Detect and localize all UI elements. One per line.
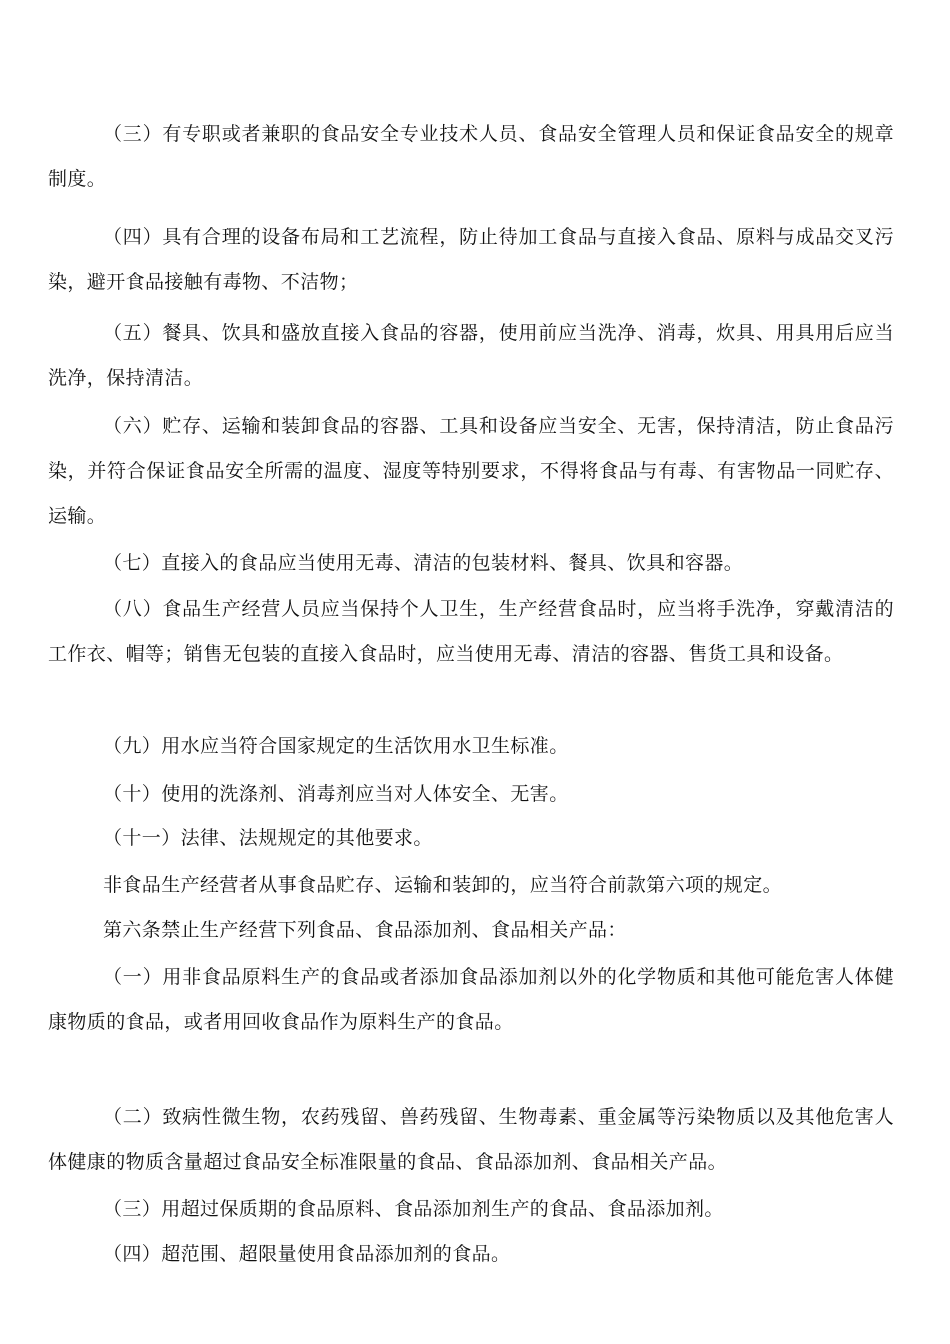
paragraph-item-7-packaging: （七）直接入的食品应当使用无毒、清洁的包装材料、餐具、饮具和容器。 <box>103 552 744 574</box>
paragraph-item-11-other: （十一）法律、法规规定的其他要求。 <box>103 827 433 849</box>
paragraph-prohibited-4: （四）超范围、超限量使用食品添加剂的食品。 <box>103 1243 511 1265</box>
paragraph-prohibited-2: （二）致病性微生物，农药残留、兽药残留、生物毒素、重金属等污染物质以及其他危害人体健康的物质含量超过食品安全标准限量的食品、食品添加剂、食品相关产品。 <box>48 1106 894 1173</box>
paragraph-item-10-detergent: （十）使用的洗涤剂、消毒剂应当对人体安全、无害。 <box>103 783 569 805</box>
paragraph-prohibited-1: （一）用非食品原料生产的食品或者添加食品添加剂以外的化学物质和其他可能危害人体健康物质的食品，或者用回收食品作为原料生产的食品。 <box>48 966 894 1033</box>
paragraph-item-3-staff: （三）有专职或者兼职的食品安全专业技术人员、食品安全管理人员和保证食品安全的规章制度。 <box>48 123 894 190</box>
paragraph-prohibited-3: （三）用超过保质期的食品原料、食品添加剂生产的食品、食品添加剂。 <box>103 1198 724 1220</box>
paragraph-non-food-operator: 非食品生产经营者从事食品贮存、运输和装卸的，应当符合前款第六项的规定。 <box>103 874 783 896</box>
paragraph-article-6-heading: 第六条禁止生产经营下列食品、食品添加剂、食品相关产品： <box>103 919 627 941</box>
paragraph-item-8-hygiene: （八）食品生产经营人员应当保持个人卫生，生产经营食品时，应当将手洗净，穿戴清洁的工作衣、帽等；销售无包装的直接入食品时，应当使用无毒、清洁的容器、售货工具和设备。 <box>48 598 894 665</box>
paragraph-item-4-layout: （四）具有合理的设备布局和工艺流程，防止待加工食品与直接入食品、原料与成品交叉污染，避开食品接触有毒物、不洁物； <box>48 226 894 293</box>
paragraph-item-6-storage: （六）贮存、运输和装卸食品的容器、工具和设备应当安全、无害，保持清洁，防止食品污染，并符合保证食品安全所需的温度、湿度等特别要求，不得将食品与有毒、有害物品一同贮存、运输。 <box>48 415 894 527</box>
paragraph-item-9-water: （九）用水应当符合国家规定的生活饮用水卫生标准。 <box>103 735 569 757</box>
paragraph-item-5-tableware: （五）餐具、饮具和盛放直接入食品的容器，使用前应当洗净、消毒，炊具、用具用后应当洗净，保持清洁。 <box>48 322 894 389</box>
